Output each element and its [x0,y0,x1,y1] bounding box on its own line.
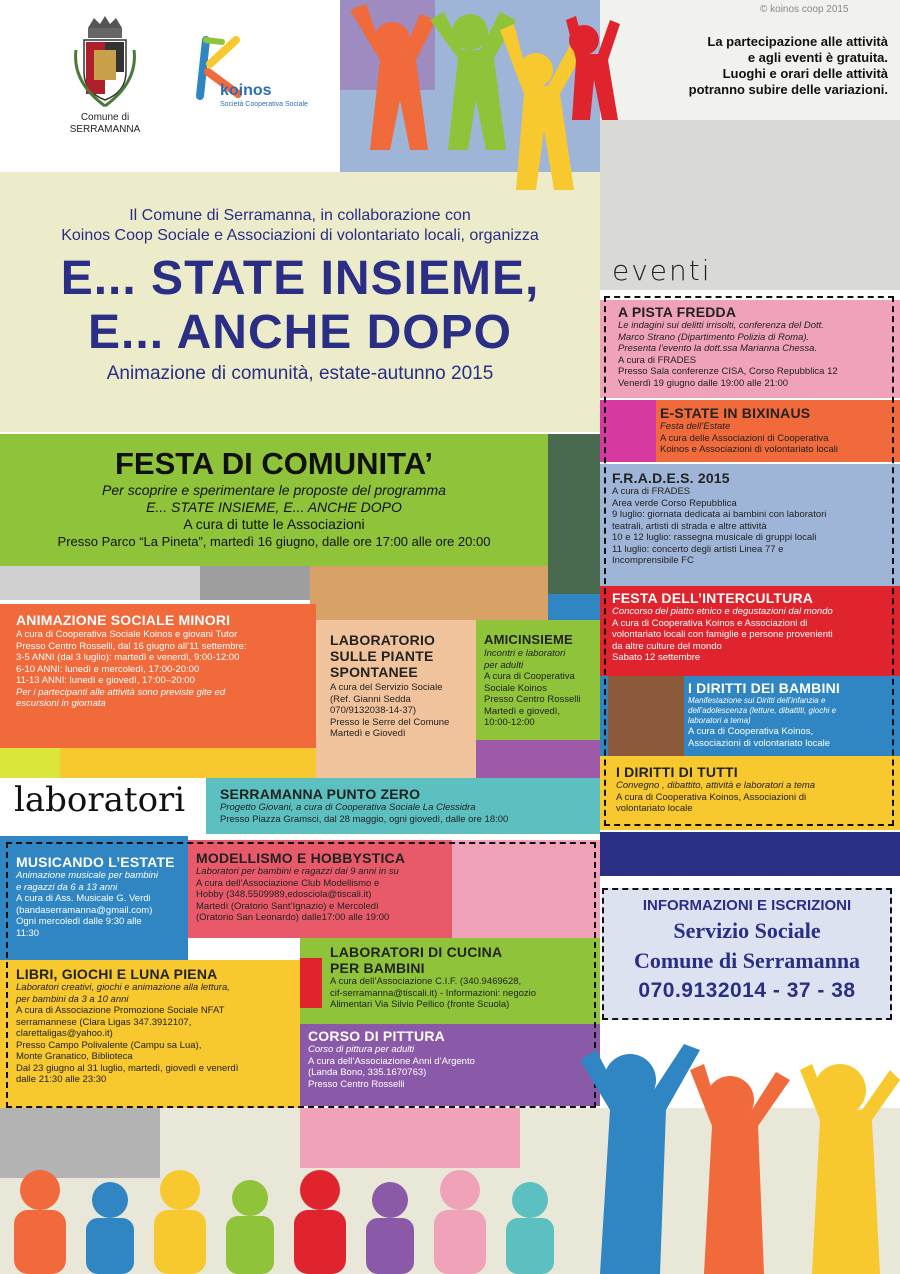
activity-line: Martedì e giovedì, [484,705,561,717]
event-line: Presenta l’evento la dott.ssa Marianna Chessa. [618,343,818,354]
activity-line: A cura del Servizio Sociale [330,682,443,693]
activity-line: A cura dell’Associazione Anni d’Argento [308,1055,475,1067]
event-line: Manifestazione sui Diritti dell’infanzia e [688,696,826,705]
people-figures-icon [340,0,620,230]
event-line: teatrali, artisti di strada e altre attività [612,520,767,532]
activity-line: Monte Granatico, Biblioteca [16,1051,133,1062]
activity-line: Progetto Giovani, a cura di Cooperativa Sociale La Clessidra [220,802,476,813]
bg-block [60,748,320,778]
event-line: Convegno , dibattito, attività e laboratori a tema [616,780,816,791]
event-line: Incomprensibile FC [612,555,694,566]
subtitle: Animazione di comunità, estate-autunno 2015 [106,363,494,384]
event-line: Sabato 12 settembre [612,652,701,663]
activity-title: LABORATORIO [330,632,436,648]
activity-title: LABORATORI DI CUCINA [330,944,503,960]
activity-line: Laboratori per bambini e ragazzi dai 9 anni in su [196,866,399,877]
notice-line: Luoghi e orari delle attività [722,66,888,81]
crowd-figures-icon [0,1040,900,1274]
event-title: A PISTA FREDDA [618,304,737,320]
main-title-line: E... STATE INSIEME, [60,252,540,305]
eventi-label: eventi [612,254,712,287]
bg-block [0,748,60,778]
activity-line: A cura dell’Associazione C.I.F. (340.9469628, [330,976,522,987]
activity-line: e ragazzi da 6 a 13 anni [16,881,118,893]
event-line: laboratori a tema) [688,716,751,725]
info-title: INFORMAZIONI E ISCRIZIONI [642,897,852,914]
activity-title: CORSO DI PITTURA [308,1028,445,1044]
notice [620,34,888,98]
event-line: volontariato locali con famiglie e persone provenienti [612,629,833,640]
activity-line: Incontri e laboratori [484,648,566,659]
eventi-dashed-frame [604,296,894,826]
festa-box [0,434,548,566]
intro-block [0,206,600,386]
activity-title: ANIMAZIONE SOCIALE MINORI [16,612,231,628]
activity-line: (Ref. Gianni Sedda [330,693,411,705]
festa-title: FESTA DI COMUNITA’ [114,446,434,481]
event-line: A cura di FRADES [618,354,697,366]
event-line: A cura delle Associazioni di Cooperativa [660,432,829,444]
bg-block [0,566,200,600]
activity-line: per adulti [484,659,524,671]
activity-line: 6-10 ANNI: lunedì e mercoledì, 17:00-20:00 [16,663,200,675]
activity-line: Presso Piazza Gramsci, dal 28 maggio, ogni giovedì, dalle ore 18:00 [220,813,509,825]
activity-title: MUSICANDO L’ESTATE [16,854,175,870]
bg-block [200,566,310,600]
bg-block [548,434,600,594]
activity-line: 070/9132038-14-37) [330,705,417,716]
event-title: E-STATE IN BIXINAUS [660,405,811,421]
comune-caption-line: Comune di [80,112,130,123]
event-line: A cura di Cooperativa Koinos, [688,726,814,737]
main-title-line: E... ANCHE DOPO [88,306,512,359]
bg-block [476,740,600,778]
festa-line: E... STATE INSIEME, E... ANCHE DOPO [146,499,402,515]
event-line: da altre culture del mondo [612,640,722,652]
activity-line: A cura di Cooperativa [484,671,575,682]
activity-line: Sociale Koinos [484,682,547,694]
event-line: A cura di Cooperativa Koinos e Associazioni di [612,617,808,629]
event-line: 9 luglio: giornata dedicata ai bambini con laboratori [612,509,827,520]
intro-line: Il Comune di Serramanna, in collaborazione con [129,207,471,224]
activity-line: Hobby (348.5509989,edosciola@tiscali.it) [196,889,372,900]
bg-block [310,566,548,620]
event-title: F.R.A.D.E.S. 2015 [612,470,730,486]
activity-minori [0,604,316,748]
intro-line: Koinos Coop Sociale e Associazioni di volontariato locali, organizza [61,227,539,244]
activity-line: serramannese (Clara Ligas 347.3912107, [16,1016,192,1028]
info-line: Comune di Serramanna [633,948,861,973]
activity-line: 11:30 [16,927,40,939]
event-line: 10 e 12 luglio: rassegna musicale di gruppi locali [612,532,817,543]
activity-line: cif-serramanna@tiscali.it) - Informazioni: negozio [330,987,537,999]
activity-line: per bambini da 3 a 10 anni [16,993,129,1005]
event-line: 11 luglio: concerto degli artisti Linea 77 e [612,543,784,555]
festa-line: Per scoprire e sperimentare le proposte del programma [102,482,446,498]
event-line: Presso Sala conferenze CISA, Corso Repubblica 12 [618,366,838,377]
event-line: Associazioni di volontariato locale [688,737,831,749]
event-line: A cura di FRADES [612,486,691,497]
comune-caption [62,112,148,136]
festa-line: Presso Parco “La Pineta”, martedì 16 giugno, dalle ore 17:00 alle ore 20:00 [57,534,491,549]
info-phone: 070.9132014 - 37 - 38 [638,979,856,1002]
activity-line: A cura di Ass. Musicale G. Verdi [16,893,151,904]
activity-line: Martedì e Giovedì [330,728,406,739]
koinos-sub: Società Cooperativa Sociale [220,101,308,108]
laboratori-label: laboratori [14,780,186,820]
info-line: Servizio Sociale [673,918,821,943]
activity-title: PER BAMBINI [330,960,425,976]
notice-line: e agli eventi è gratuita. [747,50,888,65]
copyright: © koinos coop 2015 [760,4,849,15]
activity-amicinsieme [476,620,600,740]
activity-line: A cura di Cooperativa Sociale Koinos e giovani Tutor [16,629,238,640]
activity-line: Ogni mercoledì dalle 9:30 alle [16,916,142,927]
activity-line: (bandaserramanna@gmail.com) [16,904,153,916]
event-line: Le indagini sui delitti irrisolti, conferenza del Dott. [618,320,824,331]
activity-line: 10:00-12:00 [484,717,535,728]
activity-line: Presso Centro Rosselli [484,694,581,705]
activity-title: AMICINSIEME [484,632,573,647]
event-line: Festa dell’Estate [660,421,731,432]
activity-line: 11-13 ANNI: lunedì e giovedì, 17:00–20:00 [16,675,195,686]
activity-line: Corso di pittura per adulti [308,1044,415,1055]
comune-caption-line: SERRAMANNA [69,124,141,135]
event-title: I DIRITTI DEI BAMBINI [688,680,840,696]
activity-piante [316,620,476,780]
notice-line: La partecipazione alle attività [707,34,888,49]
koinos-name: koinos [220,82,272,99]
activity-line: Alimentari Via Silvio Pellico (fronte Scuola) [330,999,510,1010]
activity-line: dalle 21:30 alle 23:30 [16,1074,107,1085]
comune-crest-icon [70,10,140,108]
event-line: A cura di Cooperativa Koinos, Associazioni di [616,791,807,803]
activity-line: (Landa Bono, 335.1670763) [308,1067,427,1078]
activity-line: A cura dell’Associazione Club Modellismo e [196,877,380,889]
activity-line: Animazione musicale per bambini [16,870,159,881]
activity-line: Martedì (Oratorio Sant’Ignazio) e Mercoledì [196,900,379,912]
activity-title: SERRAMANNA PUNTO ZERO [220,786,421,802]
notice-line: potranno subire delle variazioni. [688,82,888,97]
event-title: I DIRITTI DI TUTTI [616,764,738,780]
bg-block [548,594,600,622]
activity-line: Dal 23 giugno al 31 luglio, martedì, giovedì e venerdì [16,1062,239,1074]
event-line: dell’adolescenza (letture, dibattiti, giochi e [688,706,837,715]
activity-line: Presso Centro Rosselli [308,1078,405,1090]
festa-line: A cura di tutte le Associazioni [183,516,365,532]
event-line: Venerdì 19 giugno dalle 19:00 alle 21:00 [618,377,789,389]
info-dashed-frame [602,888,892,1020]
activity-line: clarettaligas@yahoo.it) [16,1028,113,1039]
activity-title: SPONTANEE [330,664,418,680]
activity-line: (Oratorio San Leonardo) dalle17:00 alle 19:00 [196,912,390,923]
activity-title: SULLE PIANTE [330,648,434,664]
event-line: Area verde Corso Repubblica [612,497,737,509]
event-line: Koinos e Associazioni di volontariato locali [660,444,838,455]
event-line: Concorso del piatto etnico e degustazioni dal mondo [612,606,833,617]
activity-line: Laboratori creativi, giochi e animazione alla lettura, [16,982,230,993]
event-title: FESTA DELL’INTERCULTURA [612,590,814,606]
activity-punto-zero [206,778,600,834]
event-line: volontariato locale [616,803,693,814]
activity-line: escursioni in giornata [16,698,106,709]
event-line: Marco Strano (Dipartimento Polizia di Roma). [618,331,810,343]
activity-title: MODELLISMO E HOBBYSTICA [196,850,406,866]
activity-line: A cura di Associazione Promozione Sociale NFAT [16,1005,225,1016]
activity-line: Presso Campo Polivalente (Campu sa Lua), [16,1039,202,1051]
activity-line: 3-5 ANNI (dal 3 luglio): martedì e venerdì, 9:00-12:00 [16,652,240,663]
bg-block [600,832,900,876]
activity-line: Presso le Serre del Comune [330,716,450,728]
activity-title: LIBRI, GIOCHI E LUNA PIENA [16,966,218,982]
activity-line: Presso Centro Rosselli, dal 16 giugno all’11 settembre: [16,640,247,652]
activity-line: Per i partecipanti alle attività sono previste gite ed [16,686,226,698]
